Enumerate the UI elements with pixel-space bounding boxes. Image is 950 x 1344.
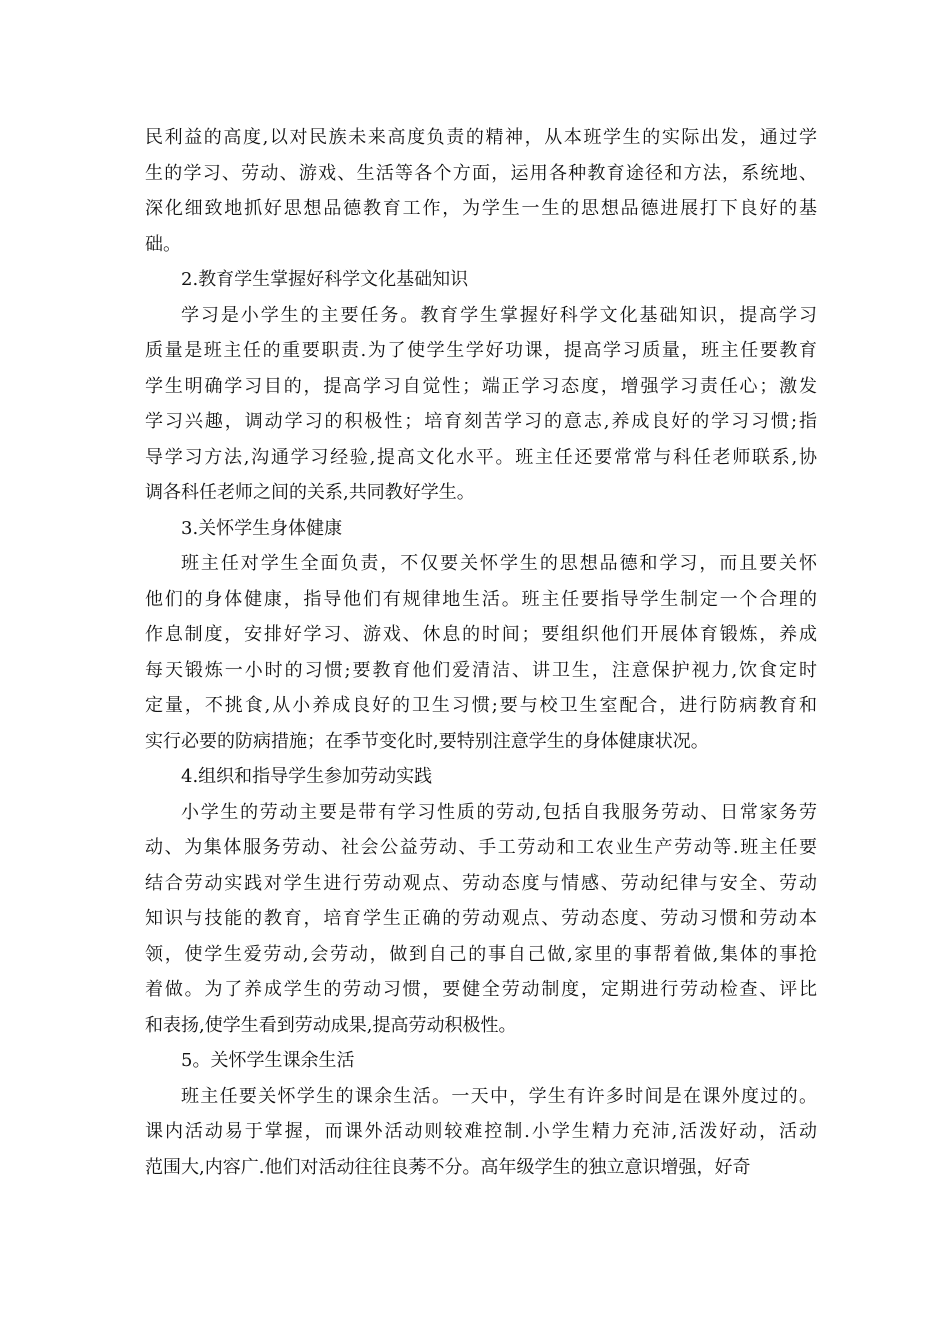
- text-line: 每天锻炼一小时的习惯;要教育他们爱清洁、讲卫生，注意保护视力,饮食定时: [145, 659, 817, 681]
- text-line: 班主任要关怀学生的课余生活。一天中，学生有许多时间是在课外度过的。: [181, 1085, 817, 1107]
- text-line: 领，使学生爱劳动,会劳动，做到自己的事自己做,家里的事帮着做,集体的事抢: [145, 943, 817, 965]
- section-heading: 2.教育学生掌握好科学文化基础知识: [181, 269, 469, 290]
- text-line: 生的学习、劳动、游戏、生活等各个方面，运用各种教育途径和方法，系统地、: [145, 162, 817, 184]
- paragraph: [145, 120, 817, 262]
- text-line: 调各科任老师之间的关系,共同教好学生。: [145, 482, 475, 503]
- text-line: 范围大,内容广.他们对活动往往良莠不分。高年级学生的独立意识增强，好奇: [145, 1156, 751, 1178]
- text-line: 着做。为了养成学生的劳动习惯，要健全劳动制度，定期进行劳动检查、评比: [145, 979, 817, 1000]
- text-line: 和表扬,使学生看到劳动成果,提高劳动积极性。: [145, 1014, 517, 1036]
- text-line: 深化细致地抓好思想品德教育工作，为学生一生的思想品德进展打下良好的基: [145, 198, 817, 219]
- text-line: 学生明确学习目的，提高学习自觉性；端正学习态度，增强学习责任心；激发: [145, 375, 817, 397]
- text-line: 定量，不挑食,从小养成良好的卫生习惯;要与校卫生室配合，进行防病教育和: [145, 695, 817, 716]
- text-line: 小学生的劳动主要是带有学习性质的劳动,包括自我服务劳动、日常家务劳: [181, 801, 817, 823]
- text-line: 础。: [145, 233, 181, 255]
- section-heading: 4.组织和指导学生参加劳动实践: [181, 766, 433, 787]
- section-heading: 3.关怀学生身体健康: [181, 517, 343, 539]
- text-line: 结合劳动实践对学生进行劳动观点、劳动态度与情感、劳动纪律与安全、劳动: [145, 872, 817, 894]
- text-line: 学习是小学生的主要任务。教育学生掌握好科学文化基础知识，提高学习: [181, 304, 817, 326]
- text-line: 导学习方法,沟通学习经验,提高文化水平。班主任还要常常与科任老师联系,协: [145, 446, 817, 468]
- paragraph: [145, 546, 817, 759]
- text-line: 他们的身体健康，指导他们有规律地生活。班主任要指导学生制定一个合理的: [145, 588, 817, 610]
- text-line: 学习兴趣，调动学习的积极性；培育刻苦学习的意志,养成良好的学习习惯;指: [145, 411, 817, 432]
- section-heading: 5。关怀学生课余生活: [181, 1050, 355, 1071]
- text-line: 动、为集体服务劳动、社会公益劳动、手工劳动和工农业生产劳动等.班主任要: [145, 837, 817, 858]
- paragraph: [145, 1079, 817, 1186]
- paragraph: [145, 298, 817, 511]
- text-line: 课内活动易于掌握，而课外活动则较难控制.小学生精力充沛,活泼好动，活动: [145, 1121, 817, 1142]
- paragraph: [145, 795, 817, 1044]
- text-line: 民利益的高度,以对民族未来高度负责的精神，从本班学生的实际出发，通过学: [145, 127, 817, 148]
- text-line: 班主任对学生全面负责，不仅要关怀学生的思想品德和学习，而且要关怀: [181, 553, 817, 574]
- text-line: 质量是班主任的重要职责.为了使学生学好功课，提高学习质量，班主任要教育: [145, 340, 817, 361]
- text-line: 作息制度，安排好学习、游戏、休息的时间；要组织他们开展体育锻炼，养成: [145, 624, 817, 645]
- document-body: [145, 120, 817, 1185]
- text-line: 实行必要的防病措施；在季节变化时,要特别注意学生的身体健康状况。: [145, 730, 709, 752]
- text-line: 知识与技能的教育，培育学生正确的劳动观点、劳动态度、劳动习惯和劳动本: [145, 908, 817, 929]
